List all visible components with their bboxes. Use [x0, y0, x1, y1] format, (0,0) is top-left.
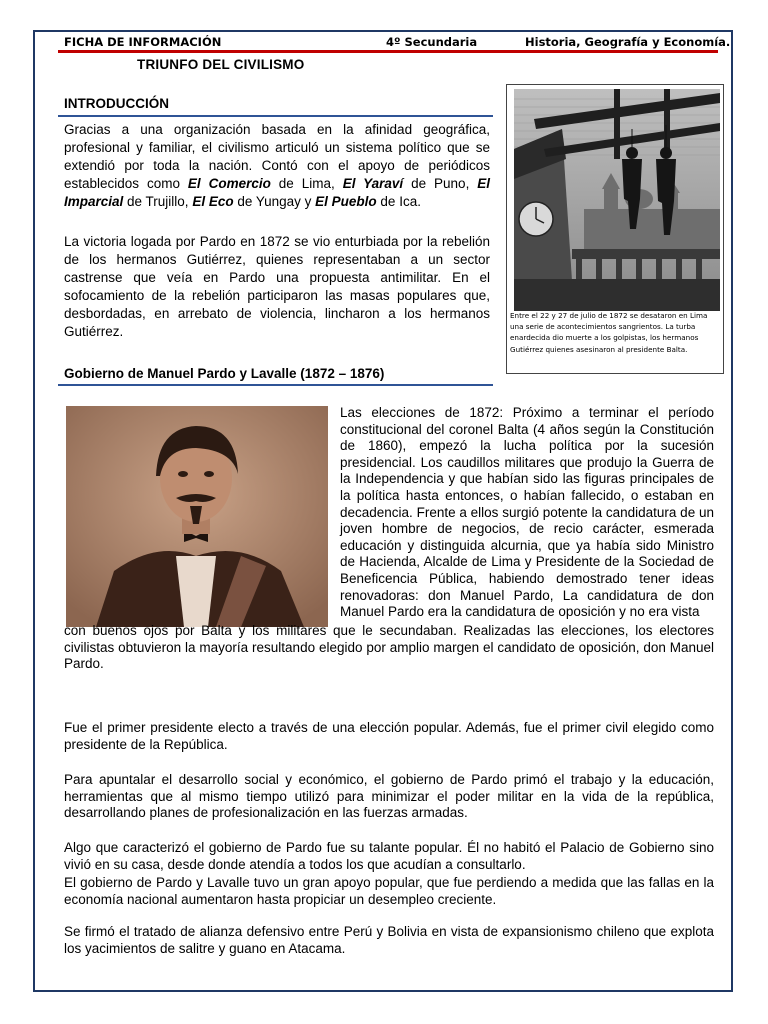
newspaper-name: El Comercio — [187, 176, 271, 192]
government-paragraph-1-start: Las elecciones de 1872: Próximo a terminar el período constitucional del coronel Balta (4 años según la Constitución de 1860), empezó la lucha política por la sucesión presidencial. Los caudillos militares que produjo la Guerra de la Independencia y que habían sido las figuras principales de la política hasta entonces, o habían fallecido, o estaban en decadencia. Frente a ellos surgió potente la candidatura de un joven hombre de negocios, de recio carácter, esmerada educación y distinguida alcurnia, que ya había sido Ministro de Hacienda, Alcalde de Lima y Presidente de la Sociedad de Beneficencia Pública, habiendo demostrado tener ideas renovadoras: don Manuel Pardo, La candidatura de don Manuel Pardo era la candidatura de oposición y no era vista — [340, 405, 714, 620]
intro-paragraph-2: La victoria logada por Pardo en 1872 se vio enturbiada por la rebelión de los hermanos Gutiérrez, quienes representaban a un sector castrense que veía en Pardo una propuesta antimilitar. En el sofocamiento de la rebelión participaron las masas populares que, desbordadas, en arrebato de violencia, lincharon a los hermanos Gutiérrez. — [64, 234, 490, 340]
document-title: TRIUNFO DEL CIVILISMO — [137, 57, 305, 72]
newspaper-name: El Yaraví — [342, 176, 404, 192]
portrait-image — [66, 406, 328, 627]
document-header — [64, 35, 731, 51]
header-divider — [58, 50, 718, 53]
newspaper-name: El Imparcial — [64, 176, 491, 210]
government-paragraph-6: Se firmó el tratado de alianza defensivo entre Perú y Bolivia en vista de expansionismo chileno que explota los yacimientos de salitre y guano en Atacama. — [64, 924, 714, 956]
figure-caption: Entre el 22 y 27 de julio de 1872 se desataron en Lima una serie de acontecimientos sangrientos. La turba enardecida dio muerte a los golpistas, los hermanos Gutiérrez quienes asesinaron al presidente Balta. — [510, 311, 708, 354]
intro-heading: INTRODUCCIÓN — [64, 96, 169, 111]
intro-heading-rule — [58, 115, 493, 117]
government-paragraph-3: Para apuntalar el desarrollo social y económico, el gobierno de Pardo primó el trabajo y la educación, herramientas que al mismo tiempo utilizó para minimizar el poder militar en la vida de la república, desarrollando planes de profesionalización en las fuerzas armadas. — [64, 772, 714, 821]
government-paragraph-2: Fue el primer presidente electo a través de una elección popular. Además, fue el primer civil elegido como presidente de la República. — [64, 720, 714, 752]
header-grade: 4º Secundaria — [386, 35, 478, 49]
header-doc-type: FICHA DE INFORMACIÓN — [64, 35, 222, 49]
government-heading-rule — [58, 384, 493, 386]
government-paragraph-4: Algo que caracterizó el gobierno de Pardo fue su talante popular. Él no habitó el Palacio de Gobierno sino vivió en su casa, desde donde atendía a todos los que acudían a consultarlo. — [64, 840, 714, 872]
government-paragraph-1-continued: con buenos ojos por Balta y los militares que le secundaban. Realizadas las elecciones, los electores civilistas obtuvieron la mayoría resultando elegido por amplio margen el candidato de oposición, don Manuel Pardo. — [64, 623, 714, 672]
intro-paragraph-1: Gracias a una organización basada en la afinidad geográfica, profesional y familiar, el civilismo articuló un sistema político que se extendió por toda la nación. Contó con el apoyo de periódicos establecidos como El Comercio de Lima, El Yaraví de Puno, El Imparcial de Trujillo, El Eco de Yungay y El Pueblo de Ica. — [64, 122, 491, 210]
header-subject: Historia, Geografía y Economía. — [525, 35, 731, 49]
government-heading: Gobierno de Manuel Pardo y Lavalle (1872 – 1876) — [64, 366, 385, 381]
manuel-pardo-portrait — [66, 406, 328, 627]
newspaper-name: El Eco — [192, 194, 234, 210]
government-paragraph-5: El gobierno de Pardo y Lavalle tuvo un gran apoyo popular, que fue perdiendo a medida que las fallas en la economía nacional aumentaron hasta propiciar un desempleo creciente. — [64, 875, 714, 907]
lynching-engraving-image — [514, 89, 720, 311]
newspaper-name: El Pueblo — [315, 194, 377, 210]
